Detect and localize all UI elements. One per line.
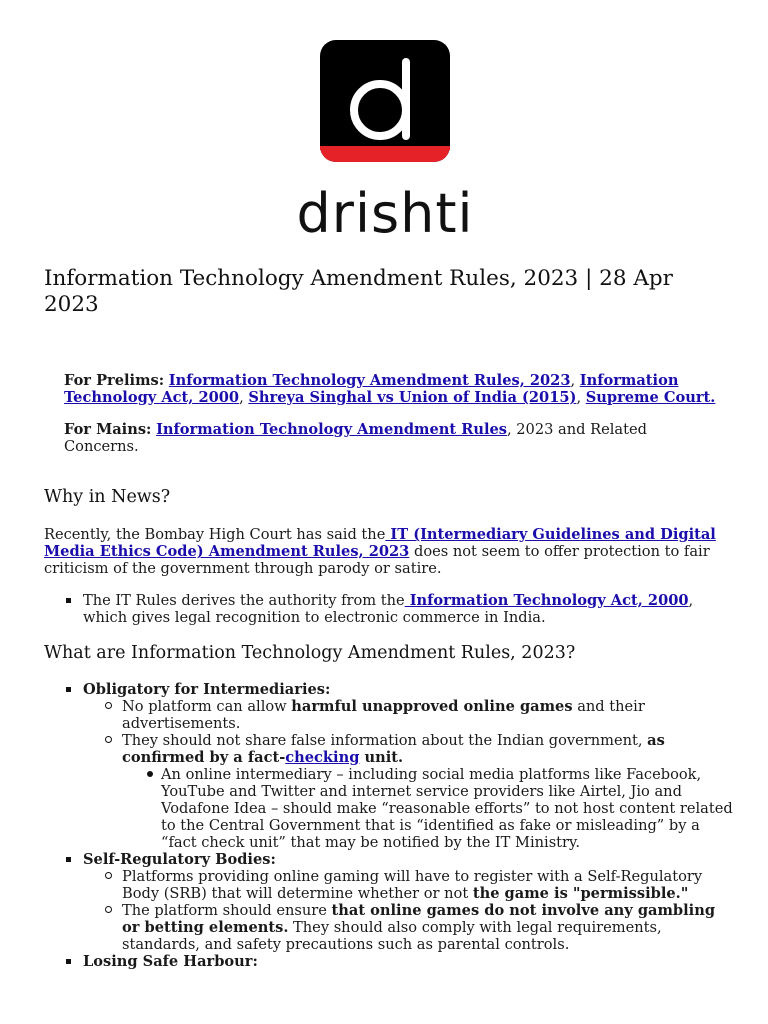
obligatory-item2-bold: as confirmed by a fact-: [122, 732, 665, 766]
srb-label: Self-Regulatory Bodies:: [83, 851, 276, 868]
heading-what-are-rules: What are Information Technology Amendment Rules, 2023?: [44, 643, 576, 663]
news-para-link[interactable]: IT (Intermediary Guidelines and Digital Media Ethics Code) Amendment Rules, 2023: [44, 526, 716, 560]
obligatory-item2-pre: They should not share false information about the Indian government,: [122, 732, 648, 749]
news-bullet-link[interactable]: Information Technology Act, 2000: [404, 592, 689, 609]
news-bullet-pre: The IT Rules derives the authority from the: [83, 592, 405, 609]
fact-checking-link[interactable]: checking: [285, 749, 360, 766]
mains-link-it-rules[interactable]: Information Technology Amendment Rules: [156, 421, 507, 438]
mains-label: For Mains:: [64, 421, 152, 438]
obligatory-item1-post: and their advertisements.: [122, 698, 645, 732]
srb-item1-bold: the game is "permissible.": [472, 885, 689, 902]
news-para-post: does not seem to offer protection to fair criticism of the government through parody or satire.: [44, 543, 710, 577]
list-item: [83, 902, 734, 953]
news-paragraph: [44, 526, 724, 577]
exam-tags: [64, 372, 724, 455]
srb-sublist: [83, 868, 734, 953]
srb-item2-pre: The platform should ensure: [122, 902, 332, 919]
prelims-link-supreme-court[interactable]: Supreme Court.: [585, 389, 716, 406]
fact-check-sublist: [122, 766, 734, 851]
list-item-srb: [44, 851, 734, 953]
srb-item2-post: They should also comply with legal requirements, standards, and safety precautions such as parental controls.: [122, 919, 662, 953]
srb-item2-bold: that online games do not involve any gambling or betting elements.: [122, 902, 716, 936]
prelims-link-it-rules[interactable]: Information Technology Amendment Rules, 2023: [168, 372, 571, 389]
obligatory-sublist: [83, 698, 734, 851]
news-bullet-list: [44, 592, 734, 626]
list-item: [83, 732, 734, 851]
prelims-line: For Prelims: Information Technology Amendment Rules, 2023, Information Technology Act, 2000, Shreya Singhal vs Union of India (2015), Supreme Court.: [64, 372, 716, 406]
list-item: [83, 698, 734, 732]
news-para-pre: Recently, the Bombay High Court has said the: [44, 526, 386, 543]
srb-item1-pre: Platforms providing online gaming will have to register with a Self-Regulatory Body (SRB) that will determine whether or not: [122, 868, 703, 902]
prelims-link-shreya-singhal[interactable]: Shreya Singhal vs Union of India (2015): [248, 389, 577, 406]
prelims-link-it-act[interactable]: Information Technology Act, 2000: [64, 372, 679, 406]
safe-harbour-label: Losing Safe Harbour:: [83, 953, 258, 970]
list-item-safe-harbour: [44, 953, 734, 970]
rules-list: [44, 681, 734, 970]
drishti-logo[interactable]: [280, 40, 490, 240]
list-item: [44, 592, 734, 626]
list-item-obligatory: [44, 681, 734, 851]
drishti-wordmark: drishti: [296, 182, 474, 240]
mains-suffix: , 2023 and Related Concerns.: [64, 421, 647, 455]
prelims-label: For Prelims:: [64, 372, 165, 389]
obligatory-label: Obligatory for Intermediaries:: [83, 681, 331, 698]
drishti-app-icon: [320, 40, 450, 162]
heading-why-in-news: Why in News?: [44, 487, 171, 507]
obligatory-item2-bold-end: unit.: [359, 749, 404, 766]
page-title: Information Technology Amendment Rules, 2023 | 28 Apr 2023: [44, 266, 673, 317]
list-item: An online intermediary – including social media platforms like Facebook, YouTube and Twitter and internet service providers like Airtel, Jio and Vodafone Idea – should make “reasonable efforts” to not host content related to the Central Government that is “identified as fake or misleading” by a “fact check unit” that may be notified by the IT Ministry.: [122, 766, 734, 851]
obligatory-item1-pre: No platform can allow: [122, 698, 292, 715]
list-item: [83, 868, 734, 902]
mains-line: [64, 421, 724, 455]
obligatory-item1-bold: harmful unapproved online games: [291, 698, 573, 715]
news-bullet-post: , which gives legal recognition to electronic commerce in India.: [83, 592, 694, 626]
